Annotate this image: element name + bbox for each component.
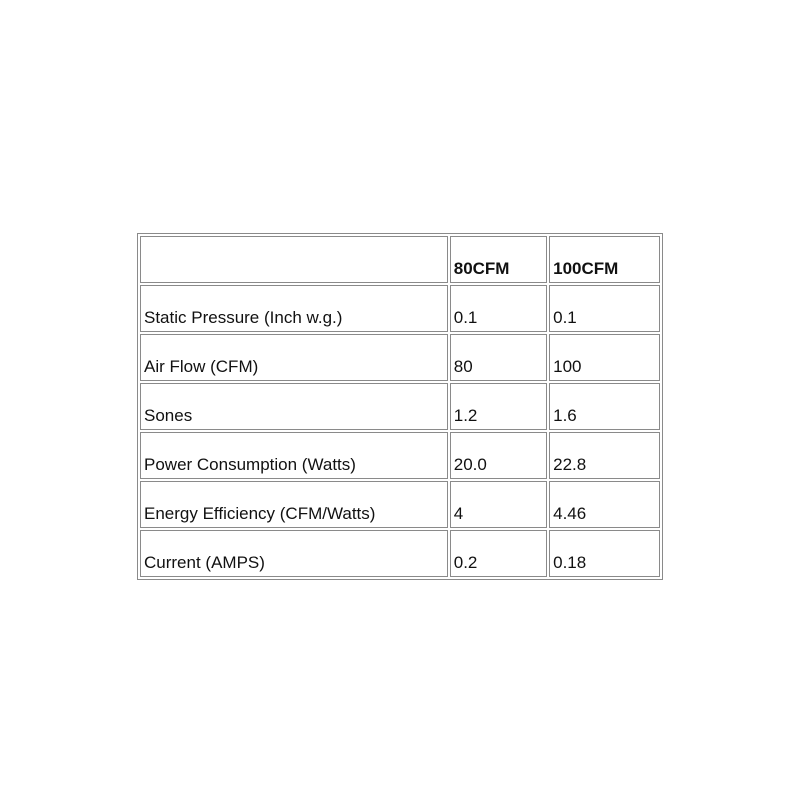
table-row bbox=[140, 285, 660, 332]
value-100cfm: 0.18 bbox=[549, 530, 660, 577]
value-80cfm: 1.2 bbox=[450, 383, 547, 430]
spec-table bbox=[137, 233, 663, 580]
row-label: Power Consumption (Watts) bbox=[140, 432, 448, 479]
row-label: Air Flow (CFM) bbox=[140, 334, 448, 381]
value-80cfm: 0.2 bbox=[450, 530, 547, 577]
value-80cfm: 20.0 bbox=[450, 432, 547, 479]
table-row bbox=[140, 481, 660, 528]
table-row bbox=[140, 383, 660, 430]
row-label: Energy Efficiency (CFM/Watts) bbox=[140, 481, 448, 528]
table-row bbox=[140, 432, 660, 479]
table-row bbox=[140, 334, 660, 381]
row-label: Current (AMPS) bbox=[140, 530, 448, 577]
value-80cfm: 0.1 bbox=[450, 285, 547, 332]
row-label: Static Pressure (Inch w.g.) bbox=[140, 285, 448, 332]
value-100cfm: 4.46 bbox=[549, 481, 660, 528]
table-row bbox=[140, 530, 660, 577]
header-cell-empty bbox=[140, 236, 448, 283]
value-80cfm: 4 bbox=[450, 481, 547, 528]
value-100cfm: 1.6 bbox=[549, 383, 660, 430]
value-100cfm: 22.8 bbox=[549, 432, 660, 479]
value-100cfm: 100 bbox=[549, 334, 660, 381]
header-cell-80cfm: 80CFM bbox=[450, 236, 547, 283]
value-100cfm: 0.1 bbox=[549, 285, 660, 332]
row-label: Sones bbox=[140, 383, 448, 430]
value-80cfm: 80 bbox=[450, 334, 547, 381]
header-cell-100cfm: 100CFM bbox=[549, 236, 660, 283]
table-header-row bbox=[140, 236, 660, 283]
